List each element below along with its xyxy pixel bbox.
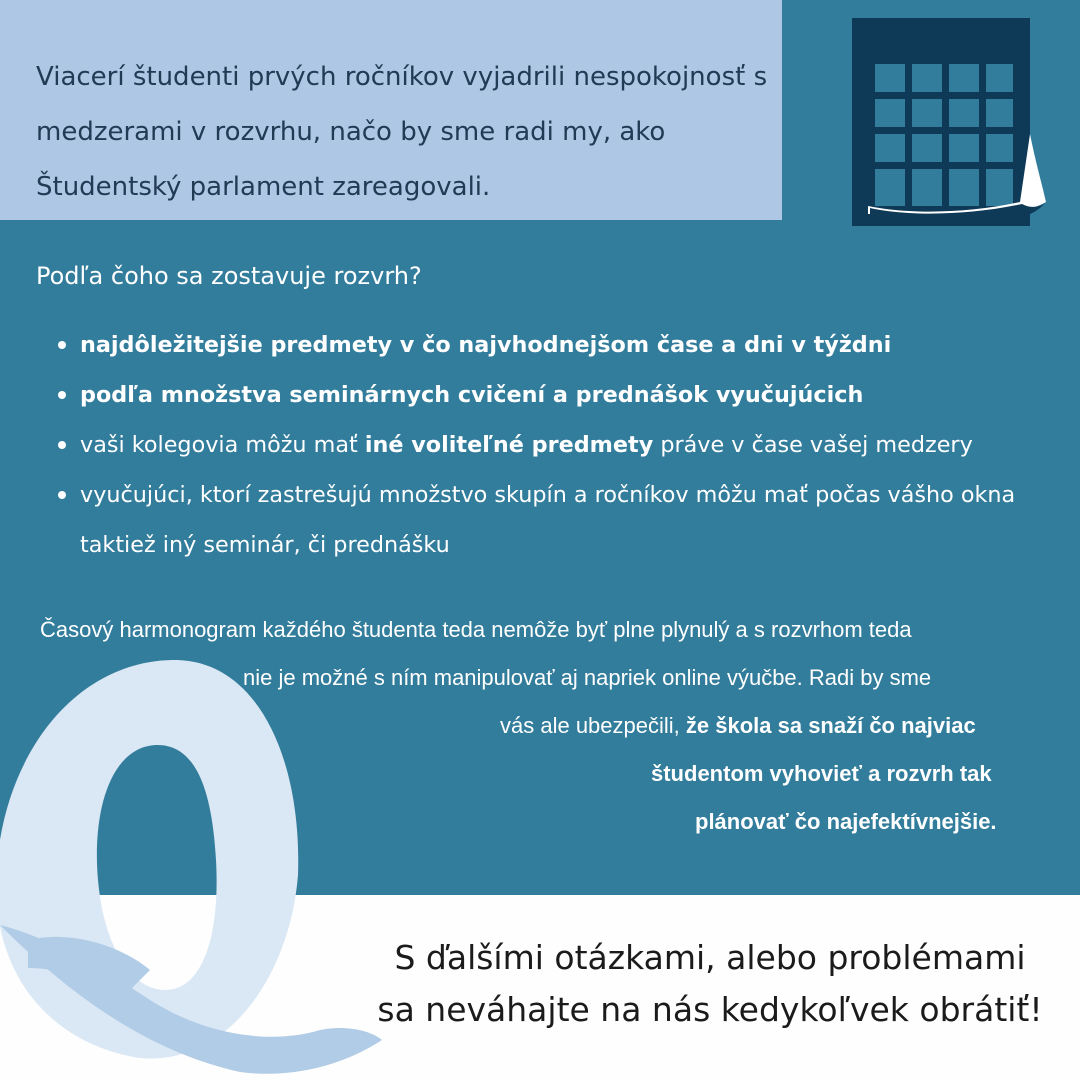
conclusion-line-2: nie je možné s ním manipulovať aj napriek online výučbe. Radi by sme <box>243 665 932 690</box>
conclusion-line-5: plánovať čo najefektívnejšie. <box>695 809 997 834</box>
conclusion-line-3: vás ale ubezpečili, že škola sa snaží čo najviac <box>500 713 976 738</box>
list-item: najdôležitejšie predmety v čo najvhodnejšom čase a dni v týždni <box>58 320 1058 370</box>
list-item: vyučujúci, ktorí zastrešujú množstvo skupín a ročníkov môžu mať počas vášho okna taktiež iný seminár, či prednášku <box>58 470 1058 570</box>
conclusion-line-4: študentom vyhovieť a rozvrh tak <box>651 761 992 786</box>
intro-text: Viacerí študenti prvých ročníkov vyjadrili nespokojnosť s medzerami v rozvrhu, načo by sme radi my, ako Študentský parlament zareagovali. <box>36 62 768 202</box>
bullet-list <box>58 320 1058 570</box>
intro-box <box>0 0 782 220</box>
list-item: podľa množstva seminárnych cvičení a prednášok vyučujúcich <box>58 370 1058 420</box>
footer-line-2: sa neváhajte na nás kedykoľvek obrátiť! <box>377 990 1043 1029</box>
question-heading: Podľa čoho sa zostavuje rozvrh? <box>36 262 422 290</box>
list-item: vaši kolegovia môžu mať iné voliteľné predmety práve v čase vašej medzery <box>58 420 1058 470</box>
conclusion-line-1: Časový harmonogram každého študenta teda nemôže byť plne plynulý a s rozvrhom teda <box>40 617 912 642</box>
calendar-icon <box>846 14 1056 230</box>
footer-message <box>360 932 1060 1036</box>
footer-line-1: S ďalšími otázkami, alebo problémami <box>394 938 1026 977</box>
